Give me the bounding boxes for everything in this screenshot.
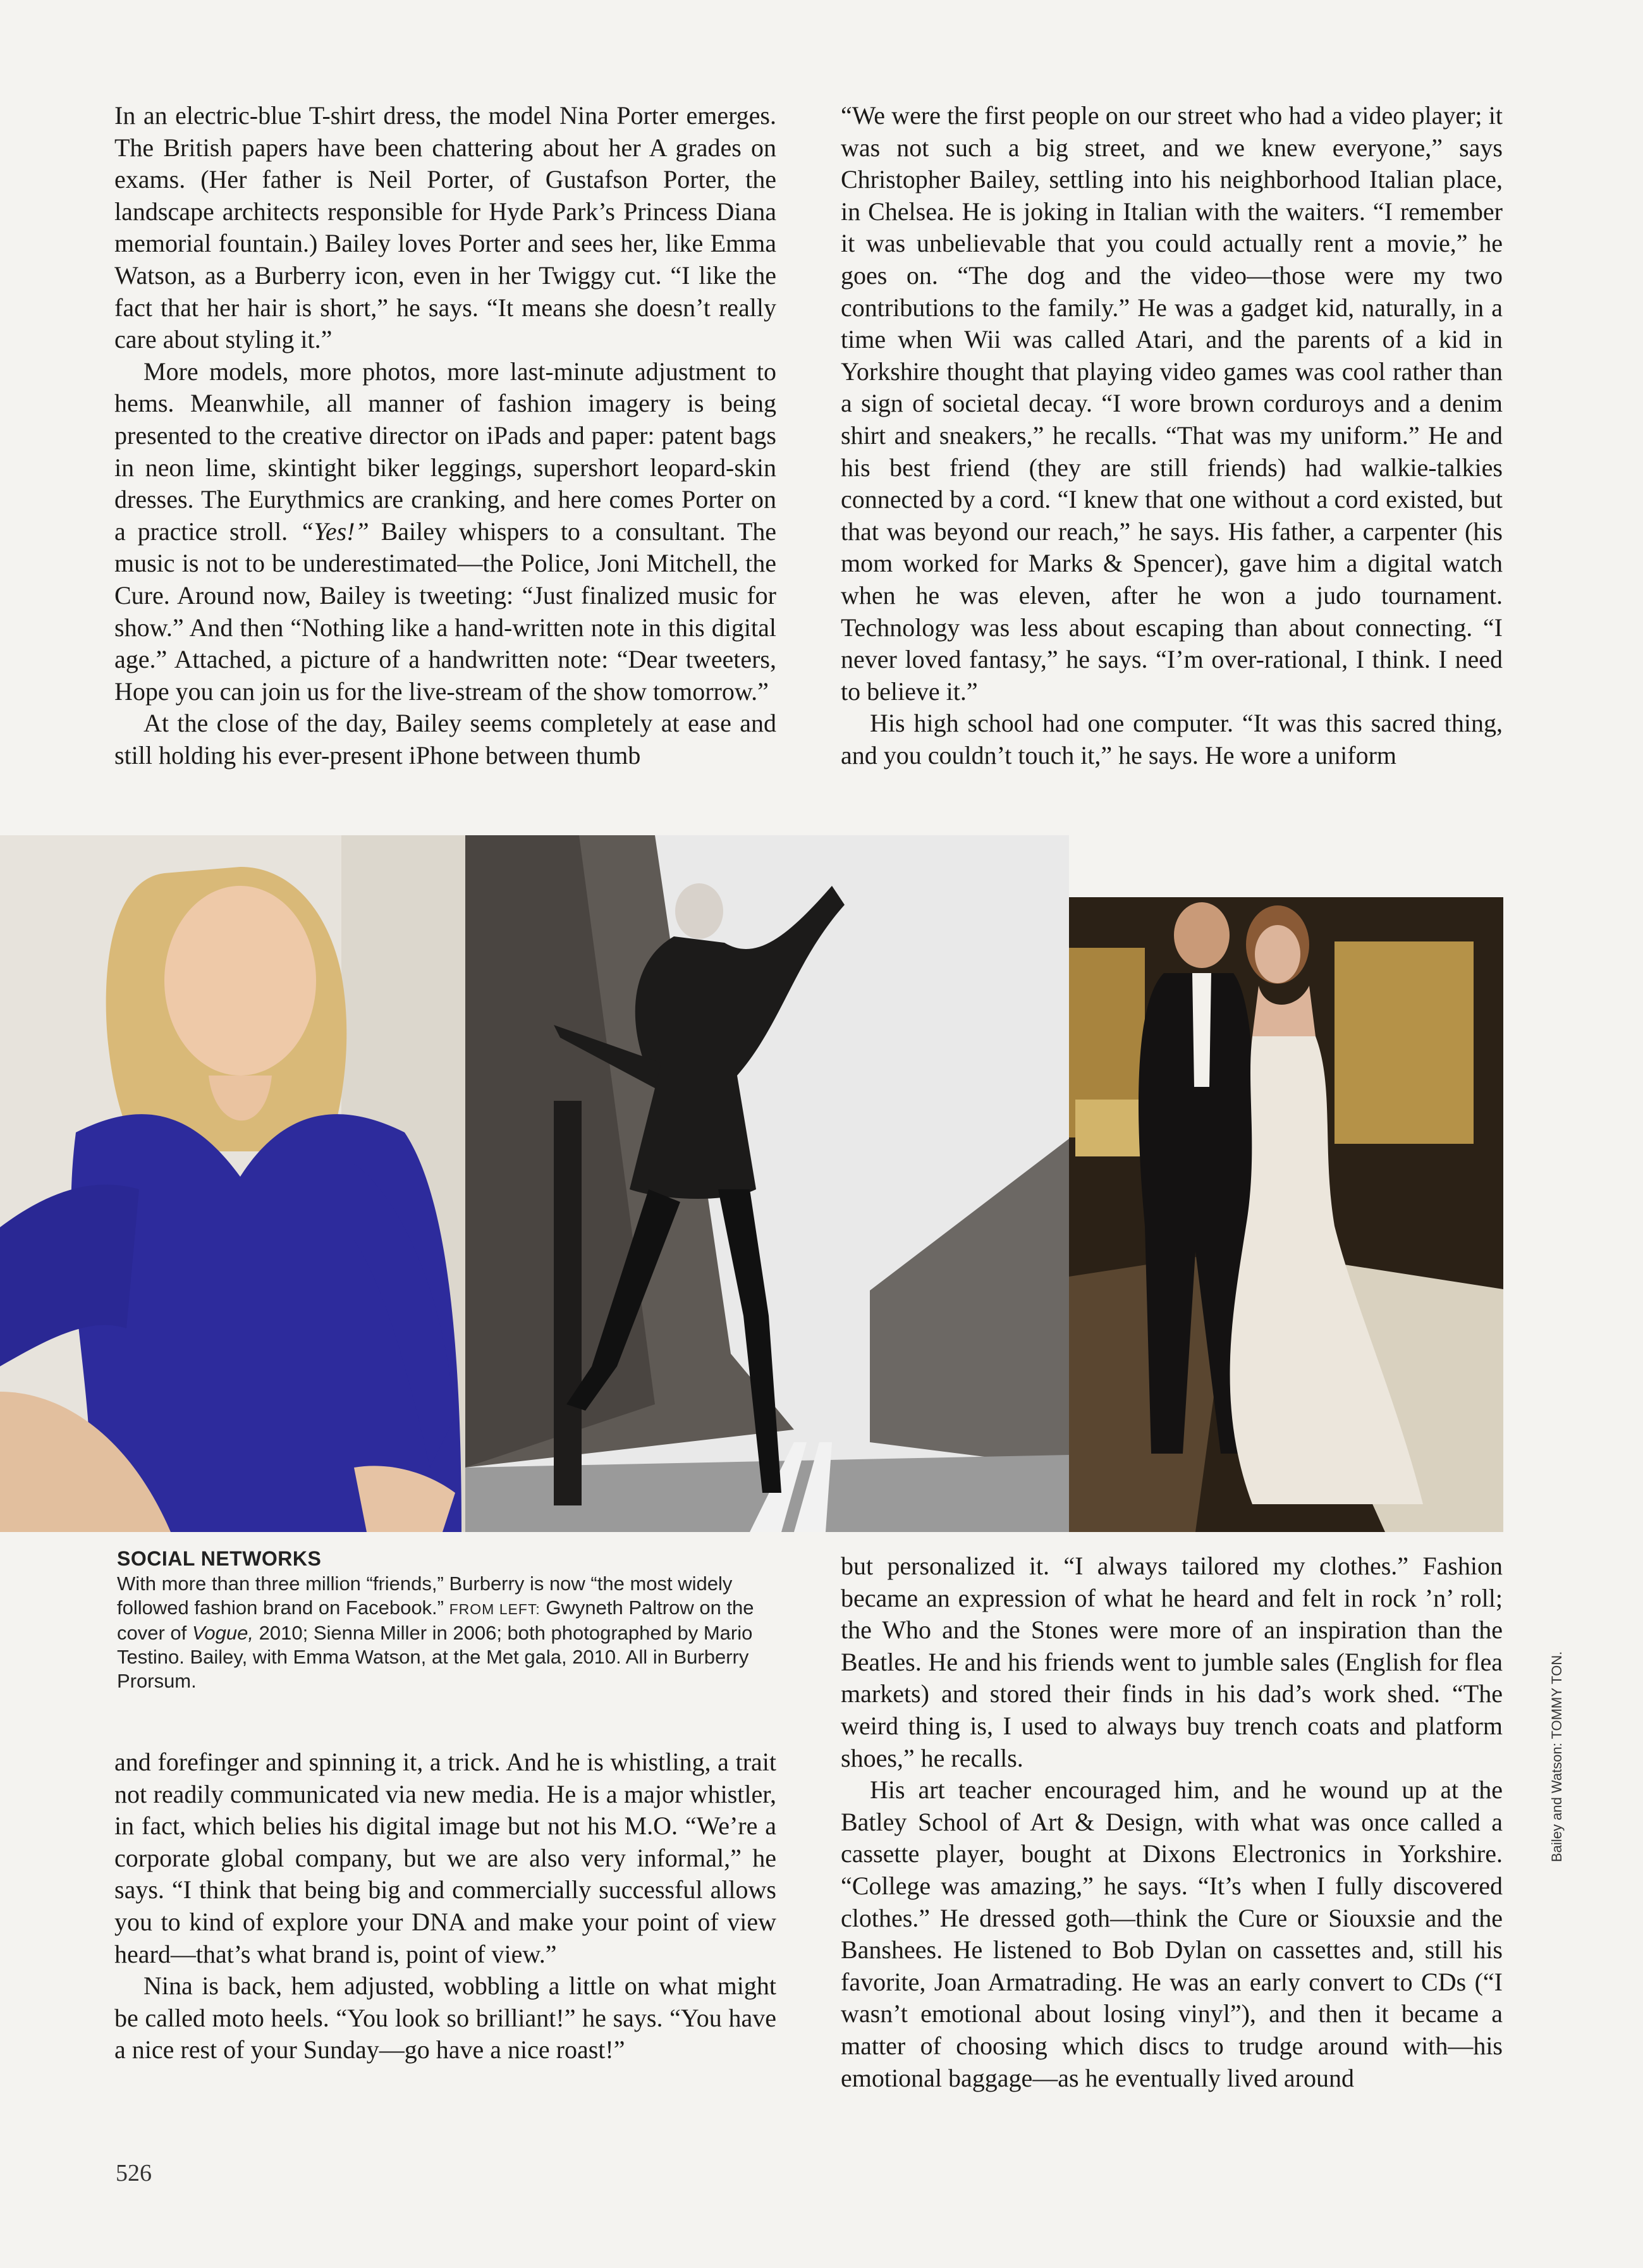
article-column-bottom-right [841, 1550, 1503, 2094]
photo-credit: Bailey and Watson: TOMMY TON. [1549, 1651, 1565, 1862]
photo-sienna-illustration [465, 835, 1069, 1532]
page-number: 526 [116, 2160, 152, 2186]
paragraph: In an electric-blue T-shirt dress, the model Nina Porter emerges. The British papers have been chattering about her A grades on exams. (Her father is Neil Porter, of Gustafson Porter, the landscape architects responsible for Hyde Park’s Princess Diana memorial fountain.) Bailey loves Porter and sees her, like Emma Watson, as a Burberry icon, even in her Twiggy cut. “I like the fact that her hair is short,” he says. “It means she doesn’t really care about styling it.” [114, 101, 776, 354]
photo-caption [117, 1547, 774, 1693]
photo-gwyneth-illustration [0, 835, 465, 1532]
caption-text: Gwyneth Paltrow on the cover of [117, 1597, 754, 1644]
caption-text: With more than three million “friends,” Burberry is now “the most widely followed fashion brand on Facebook.” [117, 1572, 733, 1619]
paragraph: His art teacher encouraged him, and he wound up at the Batley School of Art & Design, with what was once called a cassette player, bought at Dixons Electronics in Yorkshire. “College was amazing,” he says. “It’s when I fully discovered clothes.” He dressed goth—think the Cure or Siouxsie and the Banshees. He listened to Bob Dylan on cassettes and, still his favorite, Joan Armatrading. He was an early convert to CDs (“I wasn’t emotional about losing vinyl”), and then it became a matter of choosing which discs to trudge around with—his emotional baggage—as he eventually lived around [841, 1775, 1503, 2092]
caption-text: 2010; Sienna Miller in 2006; both photographed by Mario Testino. Bailey, with Emma Watson, at the Met gala, 2010. All in Burberry Prorsum. [117, 1622, 753, 1692]
paragraph: More models, more photos, more last-minute adjustment to hems. Meanwhile, all manner of fashion imagery is being presented to the creative director on iPads and paper: patent bags in neon lime, skintight biker leggings, supershort leopard-skin dresses. The Eurythmics are cranking, and here comes Porter on a practice stroll. “Yes!” Bailey whispers to a consultant. The music is not to be underestimated—the Police, Joni Mitchell, the Cure. Around now, Bailey is tweeting: “Just finalized music for show.” And then “Nothing like a hand-written note in this digital age.” Attached, a picture of a handwritten note: “Dear tweeters, Hope you can join us for the live-stream of the show tomorrow.” [114, 357, 777, 706]
article-column-top-right [841, 100, 1503, 771]
photo-gwyneth-paltrow [0, 835, 465, 1532]
photo-bailey-watson-gala [1069, 897, 1503, 1532]
caption-from-left: FROM LEFT: [449, 1601, 541, 1617]
paragraph: and forefinger and spinning it, a trick. And he is whistling, a trait not readily communicated via new media. He is a major whistler, in fact, which belies his digital image but not his M.O. “We’re a corporate global company, but we are also very informal,” he says. “I think that being big and commercially successful allows you to kind of explore your DNA and make your point of view heard—that’s what brand is, point of view.” [114, 1748, 776, 1968]
caption-title: SOCIAL NETWORKS [117, 1547, 322, 1570]
photo-sienna-miller [465, 835, 1069, 1532]
paragraph: Nina is back, hem adjusted, wobbling a little on what might be called moto heels. “You look so brilliant!” he says. “You have a nice rest of your Sunday—go have a nice roast!” [114, 1971, 776, 2064]
paragraph: “We were the first people on our street who had a video player; it was not such a big street, and we knew everyone,” says Christopher Bailey, settling into his neighborhood Italian place, in Chelsea. He is joking in Italian with the waiters. “I remember it was unbelievable that you could actually rent a movie,” he goes on. “The dog and the video—those were my two contributions to the family.” He was a gadget kid, naturally, in a time when Wii was called Atari, and the parents of a kid in Yorkshire thought that playing video games was cool rather than a sign of societal decay. “I wore brown corduroys and a denim shirt and sneakers,” he recalls. “That was my uniform.” He and his best friend (they are still friends) had walkie-talkies connected by a cord. “I knew that one without a cord existed, but that was beyond our reach,” he says. His father, a carpenter (his mom worked for Marks & Spencer), gave him a digital watch when he was eleven, after he won a judo tournament. Technology was less about escaping than about connecting. “I never loved fantasy,” he says. “I’m over-rational, I think. I need to believe it.” [841, 101, 1503, 706]
paragraph: but personalized it. “I always tailored my clothes.” Fashion became an expression of what he heard and felt in rock ’n’ roll; the Who and the Stones were more of an inspiration than the Beatles. He and his friends went to jumble sales (English for flea markets) and stored their finds in his dad’s work shed. “The weird thing is, I used to always buy trench coats and platform shoes,” he recalls. [841, 1552, 1503, 1772]
photo-gala-illustration [1069, 897, 1503, 1532]
article-column-bottom-left [114, 1746, 776, 2066]
paragraph: At the close of the day, Bailey seems completely at ease and still holding his ever-present iPhone between thumb [114, 709, 776, 769]
yes-quote: “Yes!” [300, 517, 369, 546]
caption-vogue: Vogue, [192, 1622, 254, 1644]
paragraph: His high school had one computer. “It was this sacred thing, and you couldn’t touch it,” he says. He wore a uniform [841, 709, 1503, 769]
article-column-top-left [114, 100, 776, 771]
